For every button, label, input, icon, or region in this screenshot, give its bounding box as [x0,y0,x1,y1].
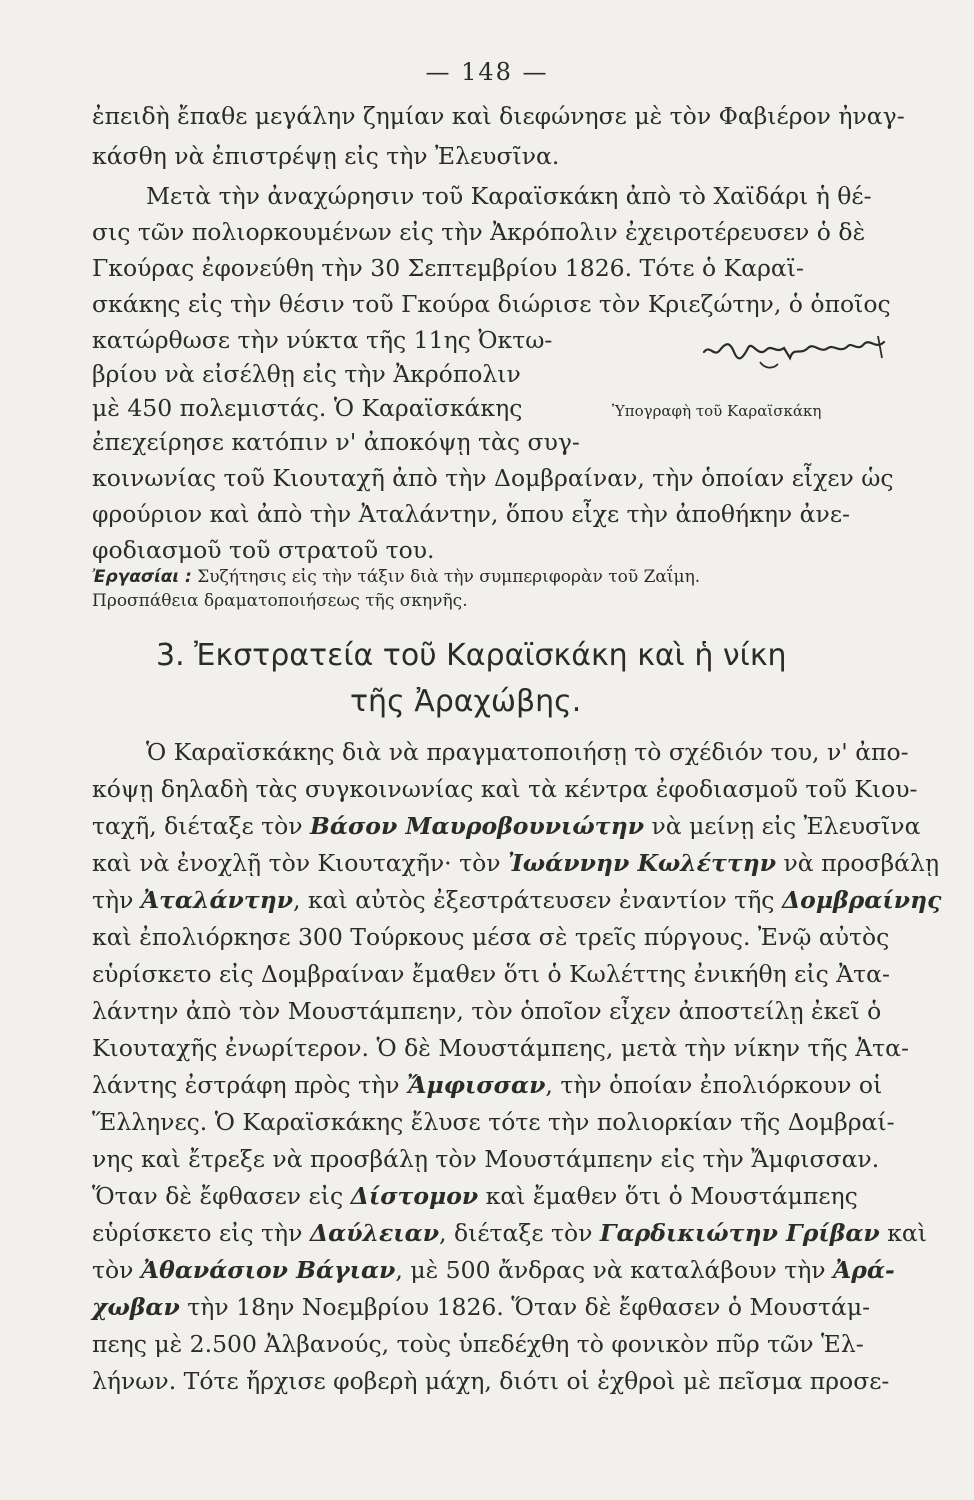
body-line [92,1034,909,1062]
emphasized-name: Ἀθανάσιον Βάγιαν [140,1256,396,1284]
text-segment: καὶ ἔμαθεν ὅτι ὁ Μουστάμπεης [478,1182,858,1210]
body-line [92,1145,879,1173]
body-line [92,849,939,877]
text-line: φρούριον καὶ ἀπὸ τὴν Ἀταλάντην, ὅπου εἶχε τὴν ἀποθήκην ἀνε- [92,500,850,528]
text-line: μὲ 450 πολεμιστάς. Ὁ Καραϊσκάκης [92,394,523,422]
page-number: — 148 — [425,58,549,86]
text-line: σις τῶν πολιορκουμένων εἰς τὴν Ἀκρόπολιν ἐχειροτέρευσεν ὁ δὲ [92,218,866,246]
text-segment: λάντην ἀπὸ τὸν Μουστάμπεην, τὸν ὁποῖον εἶχεν ἀποστείλῃ ἐκεῖ ὁ [92,997,882,1025]
text-line: ἐπεχείρησε κατόπιν ν' ἀποκόψῃ τὰς συγ- [92,428,580,456]
body-line [92,812,920,840]
text-line: βρίου νὰ εἰσέλθῃ εἰς τὴν Ἀκρόπολιν [92,360,521,388]
text-segment: τὸν [92,1256,141,1284]
emphasized-name: Ἀταλάντην [140,886,294,914]
text-line: σκάκης εἰς τὴν θέσιν τοῦ Γκούρα διώρισε τὸν Κριεζώτην, ὁ ὁποῖος [92,290,891,318]
body-line [92,1182,858,1210]
body-line [92,886,941,914]
exercises-text-1: Συζήτησις εἰς τὴν τάξιν διὰ τὴν συμπεριφορὰν τοῦ Ζαΐμη. [197,567,701,587]
body-line [92,997,881,1025]
emphasized-name: Δίστομον [350,1182,479,1210]
text-segment: εὑρίσκετο εἰς τὴν [92,1219,310,1247]
text-line: ἐπειδὴ ἔπαθε μεγάλην ζημίαν καὶ διεφώνησε μὲ τὸν Φαβιέρον ἠναγ- [92,102,905,130]
text-segment: , διέταξε τὸν [439,1219,600,1247]
text-segment: καὶ [879,1219,927,1247]
body-line [146,738,909,766]
exercises-text-2: Προσπάθεια δραματοποιήσεως τῆς σκηνῆς. [92,591,468,611]
text-segment: λήνων. Τότε ἤρχισε φοβερὴ μάχη, διότι οἱ ἐχθροὶ μὲ πεῖσμα προσε- [92,1367,890,1395]
emphasized-name: χωβαν [92,1293,180,1321]
text-line: κάσθη νὰ ἐπιστρέψῃ εἰς τὴν Ἐλευσῖνα. [92,142,560,170]
text-segment: καὶ ἐπολιόρκησε 300 Τούρκους μέσα σὲ τρεῖς πύργους. Ἐνῷ αὐτὸς [92,923,890,951]
text-segment: , τὴν ὁποίαν ἐπολιόρκουν οἱ [545,1071,883,1099]
text-segment: Ὅταν δὲ ἔφθασεν εἰς [92,1182,351,1210]
body-line [92,1108,895,1136]
section-heading-line-1: 3. Ἐκστρατεία τοῦ Καραϊσκάκη καὶ ἡ νίκη [156,638,787,673]
body-line [92,923,889,951]
signature-image [700,328,890,376]
body-line [92,775,917,803]
text-line: φοδιασμοῦ τοῦ στρατοῦ του. [92,536,435,564]
emphasized-name: Γαρδικιώτην Γρίβαν [599,1219,880,1247]
text-segment: νὰ μείνῃ εἰς Ἐλευσῖνα [644,812,921,840]
text-segment: , μὲ 500 ἄνδρας νὰ καταλάβουν τὴν [395,1256,834,1284]
text-segment: καὶ νὰ ἐνοχλῇ τὸν Κιουταχῆν· τὸν [92,849,509,877]
emphasized-name: Ἄμφισσαν [406,1071,546,1099]
text-segment: τὴν 18ην Νοεμβρίου 1826. Ὅταν δὲ ἔφθασεν ὁ Μουστάμ- [179,1293,871,1321]
body-line [92,1330,864,1358]
text-line: Γκούρας ἐφονεύθη τὴν 30 Σεπτεμβρίου 1826. Τότε ὁ Καραϊ- [92,254,804,282]
exercises-line-1 [92,566,700,588]
emphasized-name: Δομβραίνης [781,886,942,914]
emphasized-name: Ἀρά- [833,1256,895,1284]
body-line [92,1256,895,1284]
text-segment: λάντης ἐστράφη πρὸς τὴν [92,1071,407,1099]
text-segment: πεης μὲ 2.500 Ἀλβανούς, τοὺς ὑπεδέχθη τὸ φονικὸν πῦρ τῶν Ἑλ- [92,1330,864,1358]
signature-caption: Ὑπογραφὴ τοῦ Καραϊσκάκη [612,402,822,420]
emphasized-name: Δαύλειαν [309,1219,440,1247]
exercises-label: Ἐργασίαι : [92,567,192,587]
body-line [92,1367,889,1395]
text-segment: νὰ προσβάλῃ [776,849,940,877]
text-segment: τὴν [92,886,141,914]
text-line: Μετὰ τὴν ἀναχώρησιν τοῦ Καραϊσκάκη ἀπὸ τὸ Χαϊδάρι ἡ θέ- [146,182,872,210]
text-segment: εὑρίσκετο εἰς Δομβραίναν ἔμαθεν ὅτι ὁ Κωλέττης ἐνικήθη εἰς Ἀτα- [92,960,890,988]
section-heading-line-2: τῆς Ἀραχώβης. [350,684,582,719]
text-segment: Κιουταχῆς ἐνωρίτερον. Ὁ δὲ Μουστάμπεης, μετὰ τὴν νίκην τῆς Ἀτα- [92,1034,909,1062]
body-line [92,1071,882,1099]
text-segment: κόψῃ δηλαδὴ τὰς συγκοινωνίας καὶ τὰ κέντρα ἐφοδιασμοῦ τοῦ Κιου- [92,775,918,803]
body-line [92,960,890,988]
text-segment: , καὶ αὐτὸς ἐξεστράτευσεν ἐναντίον τῆς [293,886,782,914]
body-line [92,1219,927,1247]
emphasized-name: Ἰωάννην Κωλέττην [508,849,777,877]
text-segment: νης καὶ ἔτρεξε νὰ προσβάλῃ τὸν Μουστάμπεην εἰς τὴν Ἄμφισσαν. [92,1145,880,1173]
text-segment: Ὁ Καραϊσκάκης διὰ νὰ πραγματοποιήσῃ τὸ σχέδιόν του, ν' ἀπο- [146,738,909,766]
text-segment: ταχῆ, διέταξε τὸν [92,812,311,840]
body-line [92,1293,870,1321]
emphasized-name: Βάσον Μαυροβουνιώτην [310,812,645,840]
text-line: κοινωνίας τοῦ Κιουταχῆ ἀπὸ τὴν Δομβραίναν, τὴν ὁποίαν εἶχεν ὡς [92,464,894,492]
text-segment: Ἕλληνες. Ὁ Καραϊσκάκης ἔλυσε τότε τὴν πολιορκίαν τῆς Δομβραί- [92,1108,895,1136]
text-line: κατώρθωσε τὴν νύκτα τῆς 11ης Ὀκτω- [92,326,553,354]
